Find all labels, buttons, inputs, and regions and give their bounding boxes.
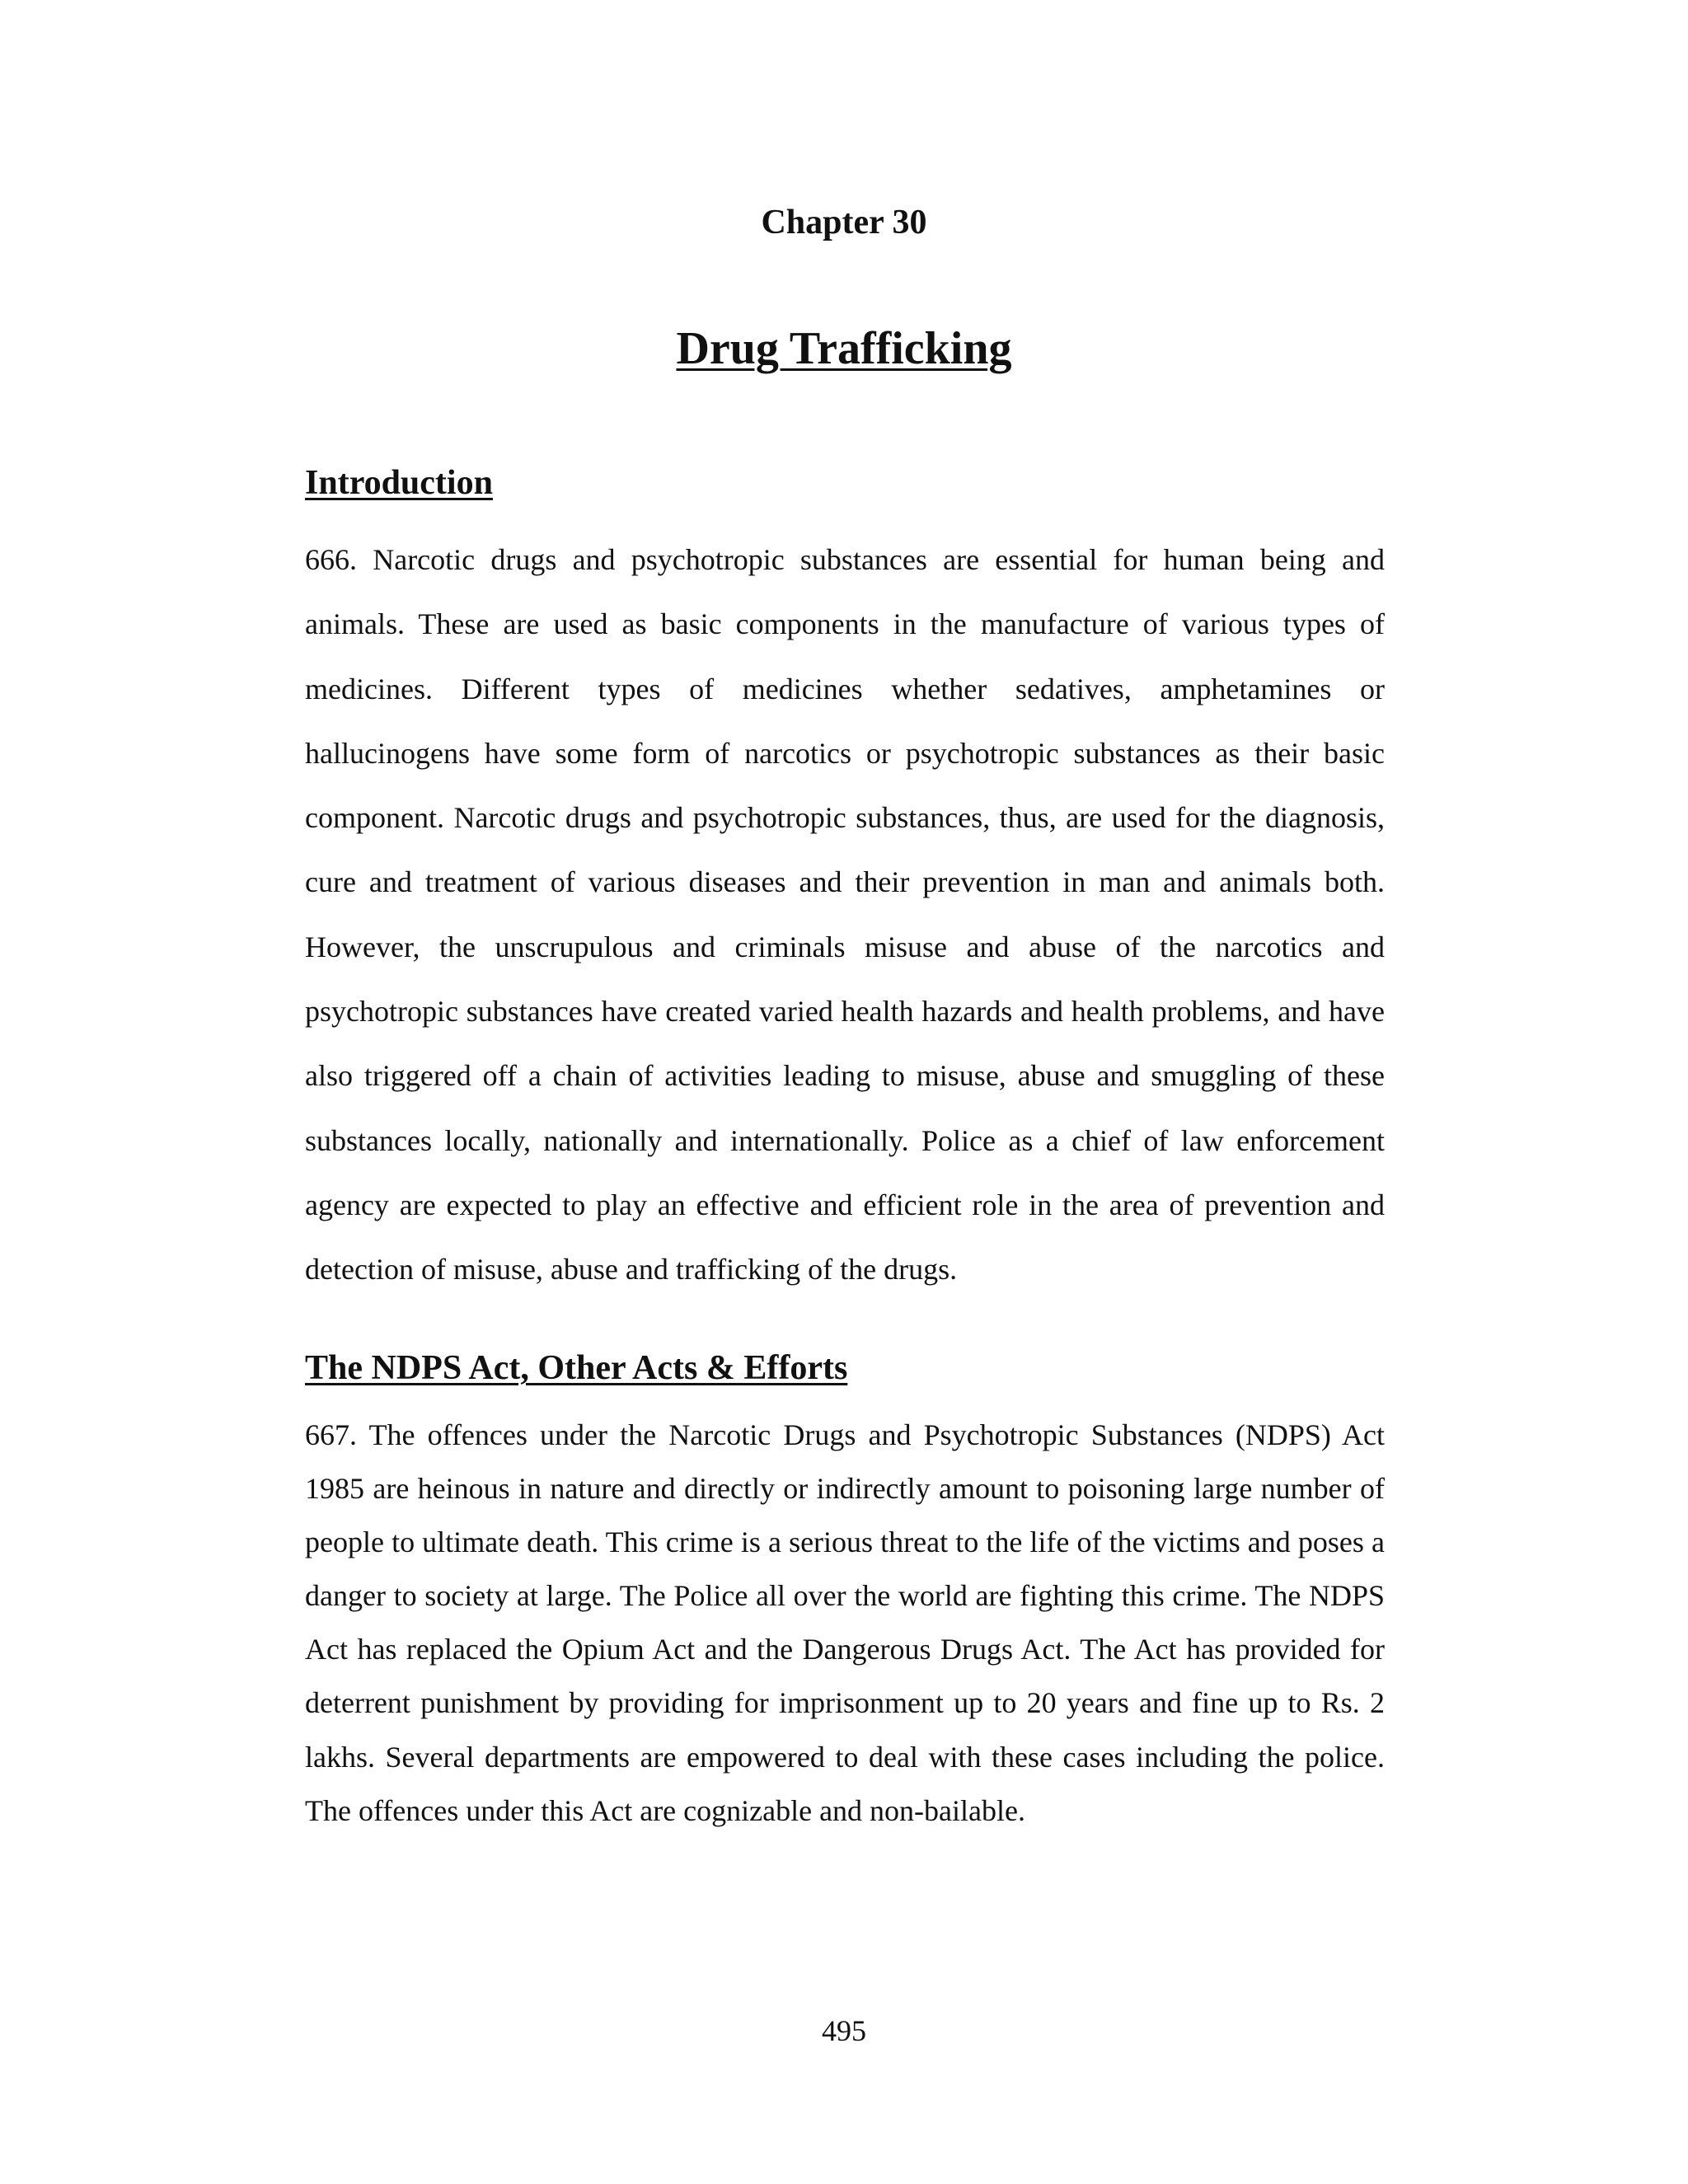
page-number: 495 <box>822 2014 866 2047</box>
paragraph-667: 667. The offences under the Narcotic Drugs and Psychotropic Substances (NDPS) Act 1985 are heinous in nature and directly or indirectly amount to poisoning large number of people to ultimate death. This crime is a serious threat to the life of the victims and poses a danger to society at large. The Police all over the world are fighting this crime. The NDPS Act has replaced the Opium Act and the Dangerous Drugs Act. The Act has provided for deterrent punishment by providing for imprisonment up to 20 years and fine up to Rs. 2 lakhs. Several departments are empowered to deal with these cases including the police. The offences under this Act are cognizable and non-bailable. <box>305 1418 1385 1827</box>
paragraph-666: 666. Narcotic drugs and psychotropic substances are essential for human being and animals. These are used as basic components in the manufacture of various types of medicines. Different types of medicines whether sedatives, amphetamines or hallucinogens have some form of narcotics or psychotropic substances as their basic component. Narcotic drugs and psychotropic substances, thus, are used for the diagnosis, cure and treatment of various diseases and their prevention in man and animals both. However, the unscrupulous and criminals misuse and abuse of the narcotics and psychotropic substances have created varied health hazards and health problems, and have also triggered off a chain of activities leading to misuse, abuse and smuggling of these substances locally, nationally and internationally. Police as a chief of law enforcement agency are expected to play an effective and efficient role in the area of prevention and detection of misuse, abuse and trafficking of the drugs. <box>305 543 1385 1286</box>
section-heading-ndps-act: The NDPS Act, Other Acts & Efforts <box>305 1349 848 1387</box>
chapter-label: Chapter 30 <box>761 204 927 241</box>
chapter-title: Drug Trafficking <box>676 323 1012 374</box>
section-heading-introduction: Introduction <box>305 464 493 502</box>
